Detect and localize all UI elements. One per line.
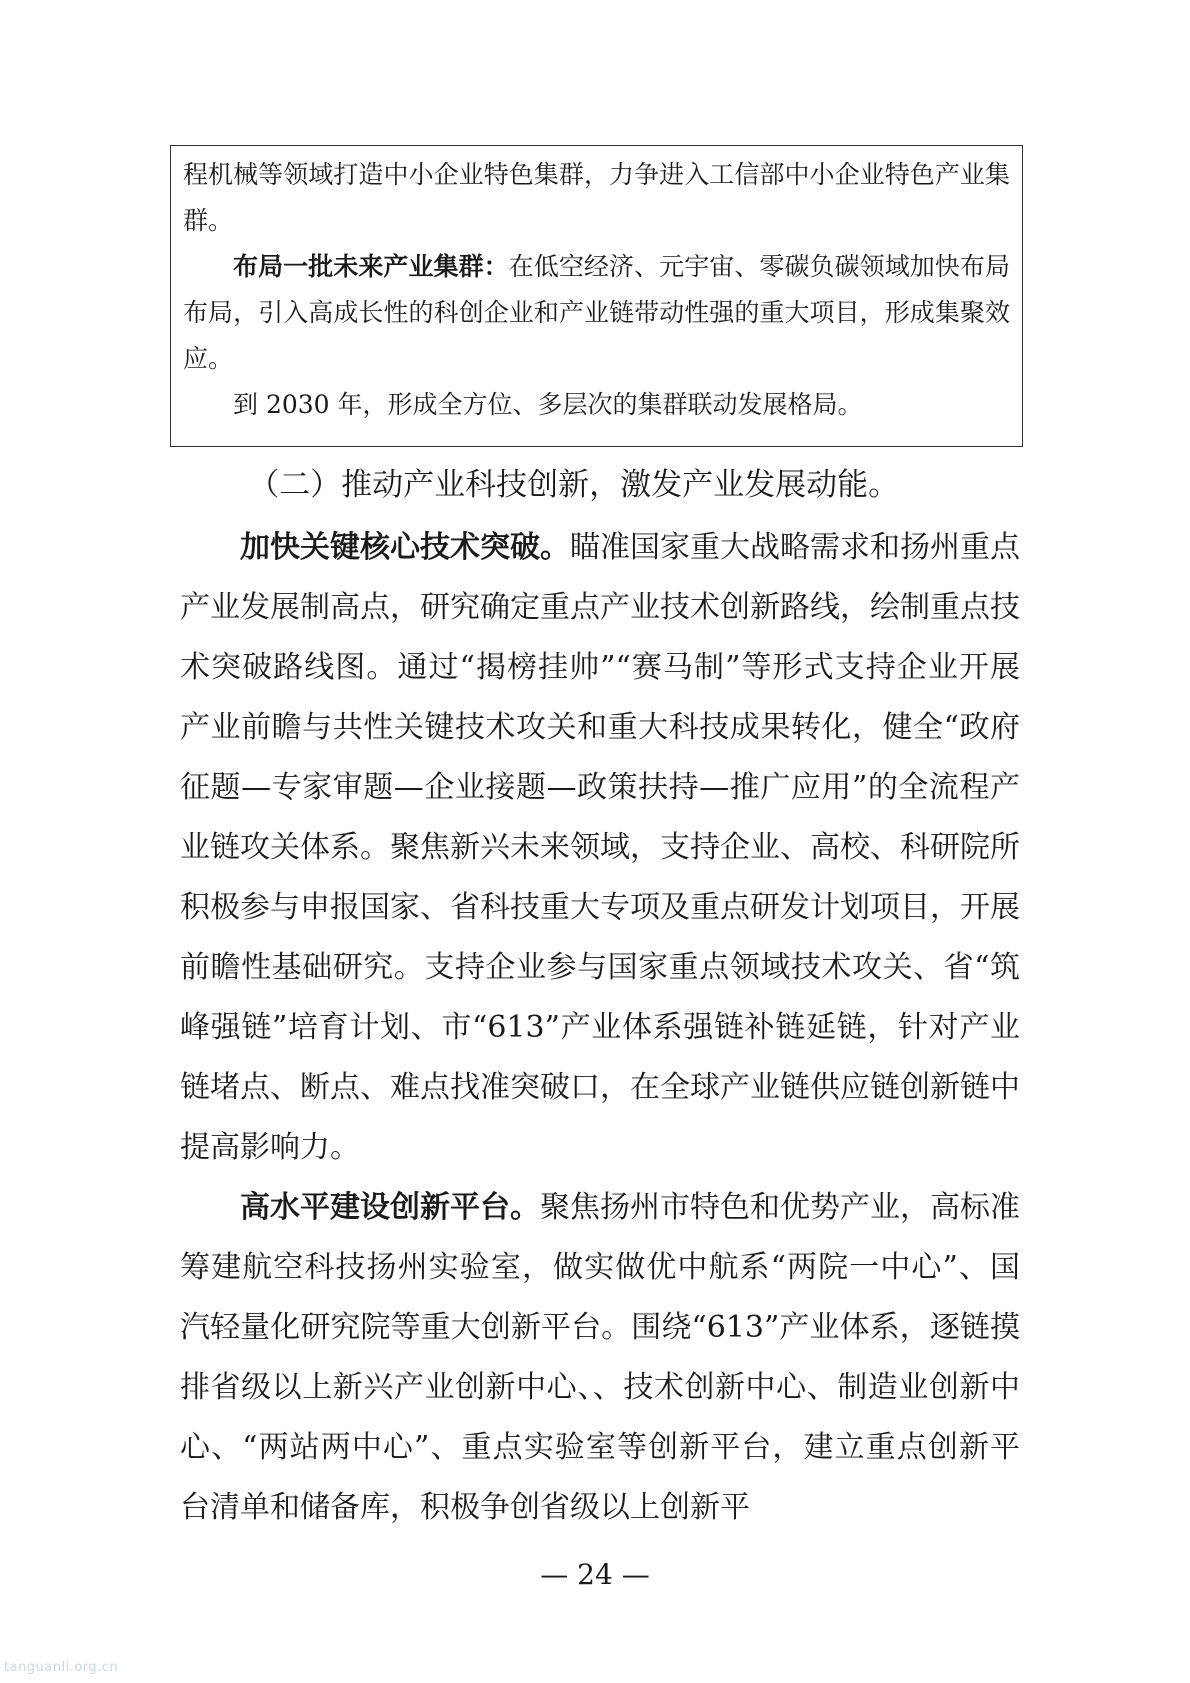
boxed-text-panel <box>170 145 1023 447</box>
box-paragraph-3: 到 2030 年，形成全方位、多层次的集群联动发展格局。 <box>233 390 863 419</box>
box-paragraph-2 <box>183 244 1010 382</box>
section-heading: （二）推动产业科技创新，激发产业发展动能。 <box>248 467 900 503</box>
body-text <box>180 518 1020 1538</box>
paragraph-innovation-platform <box>180 1178 1020 1538</box>
paragraph-innovation-platform-text: 聚焦扬州市特色和优势产业，高标准筹建航空科技扬州实验室，做实做优中航系“两院一中心”、国汽轻量化研究院等重大创新平台。围绕“613”产业体系，逐链摸排省级以上新兴产业创新中心、、技术创新中心、制造业创新中心、“两站两中心”、重点实验室等创新平台，建立重点创新平台清单和储备库，积极争创省级以上创新平 <box>180 1190 1020 1525</box>
watermark: tanguanli.org.cn <box>4 1660 119 1675</box>
paragraph-tech-breakthrough <box>180 518 1020 1178</box>
page-number: — 24 — <box>540 1558 650 1591</box>
box-paragraph-2-heading: 布局一批未来产业集群： <box>233 252 509 281</box>
box-paragraph-1: 程机械等领域打造中小企业特色集群，力争进入工信部中小企业特色产业集群。 <box>183 160 1010 235</box>
paragraph-innovation-platform-heading: 高水平建设创新平台。 <box>240 1190 540 1225</box>
paragraph-tech-breakthrough-heading: 加快关键核心技术突破。 <box>240 530 570 565</box>
paragraph-tech-breakthrough-text: 瞄准国家重大战略需求和扬州重点产业发展制高点，研究确定重点产业技术创新路线，绘制重点技术突破路线图。通过“揭榜挂帅”“赛马制”等形式支持企业开展产业前瞻与共性关键技术攻关和重大科技成果转化，健全“政府征题—专家审题—企业接题—政策扶持—推广应用”的全流程产业链攻关体系。聚焦新兴未来领域，支持企业、高校、科研院所积极参与申报国家、省科技重大专项及重点研发计划项目，开展前瞻性基础研究。支持企业参与国家重点领域技术攻关、省“筑峰强链”培育计划、市“613”产业体系强链补链延链，针对产业链堵点、断点、难点找准突破口，在全球产业链供应链创新链中提高影响力。 <box>180 530 1020 1165</box>
box-paragraph-2-text: 在低空经济、元宇宙、零碳负碳领域加快布局布局，引入高成长性的科创企业和产业链带动性强的重大项目，形成集聚效应。 <box>183 252 1010 373</box>
